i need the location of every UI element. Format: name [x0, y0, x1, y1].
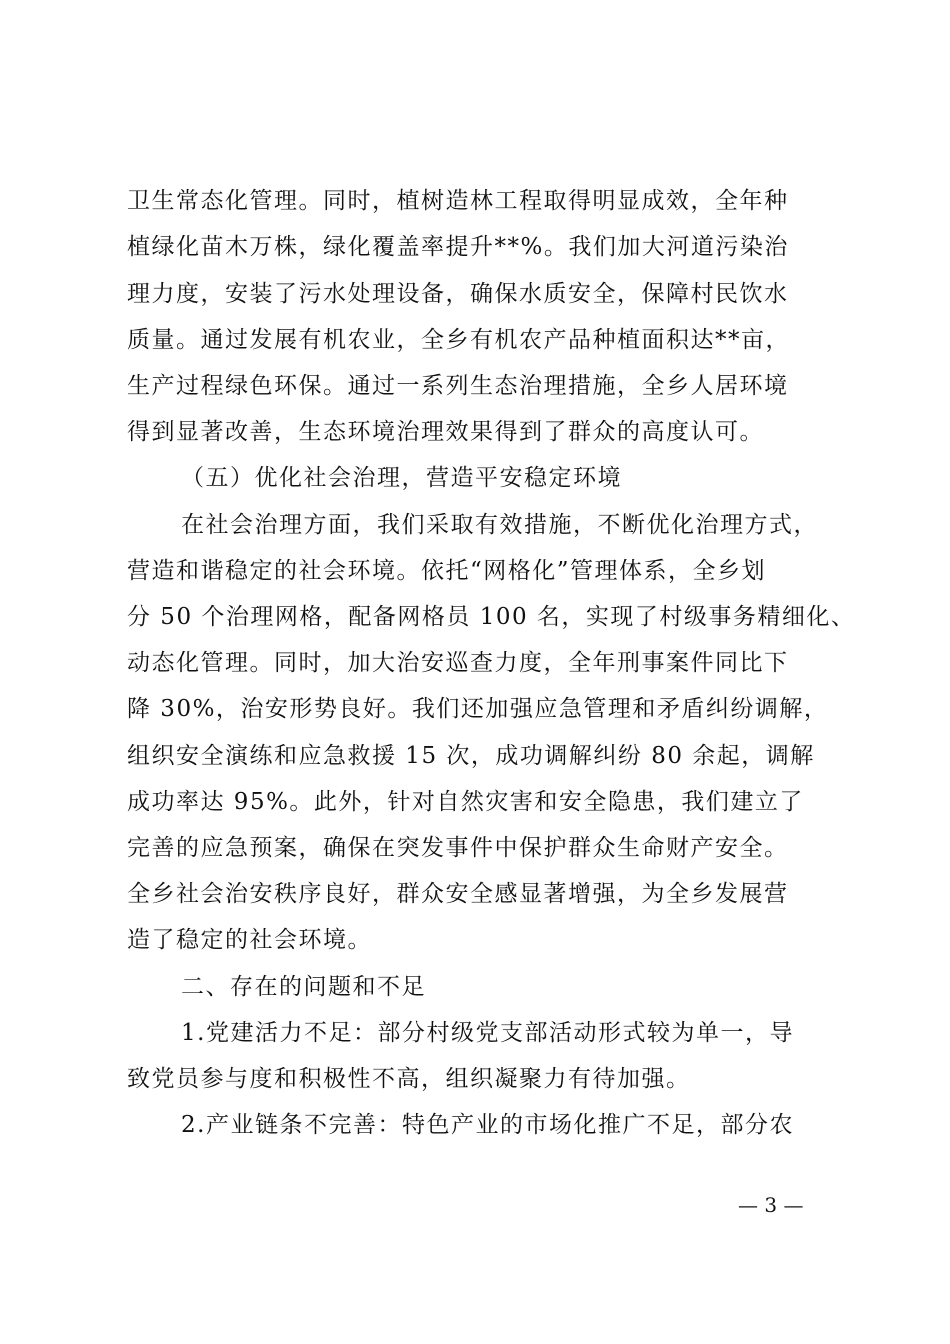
body-text-line: 动态化管理。同时，加大治安巡查力度，全年刑事案件同比下 [127, 650, 789, 676]
body-text-line: 理力度，安装了污水处理设备，确保水质安全，保障村民饮水 [127, 281, 789, 307]
body-text-line: 植绿化苗木万株，绿化覆盖率提升**%。我们加大河道污染治 [127, 234, 789, 260]
section-heading: 二、存在的问题和不足 [181, 974, 426, 1000]
body-text-line: 质量。通过发展有机农业，全乡有机农产品种植面积达**亩， [127, 327, 790, 353]
body-text-line: 造了稳定的社会环境。 [127, 927, 372, 953]
page-number: — 3 — [738, 1193, 804, 1217]
body-text-line: 2.产业链条不完善：特色产业的市场化推广不足，部分农 [181, 1112, 794, 1138]
body-text-line: 全乡社会治安秩序良好，群众安全感显著增强，为全乡发展营 [127, 881, 789, 907]
body-text-line: 得到显著改善，生态环境治理效果得到了群众的高度认可。 [127, 419, 764, 445]
body-text-line: 在社会治理方面，我们采取有效措施，不断优化治理方式， [181, 512, 818, 538]
body-text-line: 营造和谐稳定的社会环境。依托“网格化”管理体系，全乡划 [127, 558, 767, 584]
body-text-line: 生产过程绿色环保。通过一系列生态治理措施，全乡人居环境 [127, 373, 789, 399]
body-text-line: 分 50 个治理网格，配备网格员 100 名，实现了村级事务精细化、 [127, 604, 856, 630]
body-text-line: 完善的应急预案，确保在突发事件中保护群众生命财产安全。 [127, 835, 789, 861]
body-text-line: 成功率达 95%。此外，针对自然灾害和安全隐患，我们建立了 [127, 789, 804, 815]
body-text-line: 组织安全演练和应急救援 15 次，成功调解纠纷 80 余起，调解 [127, 743, 815, 769]
section-subheading: （五）优化社会治理，营造平安稳定环境 [181, 465, 622, 491]
body-text-line: 1.党建活力不足：部分村级党支部活动形式较为单一，导 [181, 1020, 794, 1046]
body-text-line: 降 30%，治安形势良好。我们还加强应急管理和矛盾纠纷调解， [127, 696, 829, 722]
body-text-line: 致党员参与度和积极性不高，组织凝聚力有待加强。 [127, 1066, 691, 1092]
body-text-line: 卫生常态化管理。同时，植树造林工程取得明显成效，全年种 [127, 188, 789, 214]
